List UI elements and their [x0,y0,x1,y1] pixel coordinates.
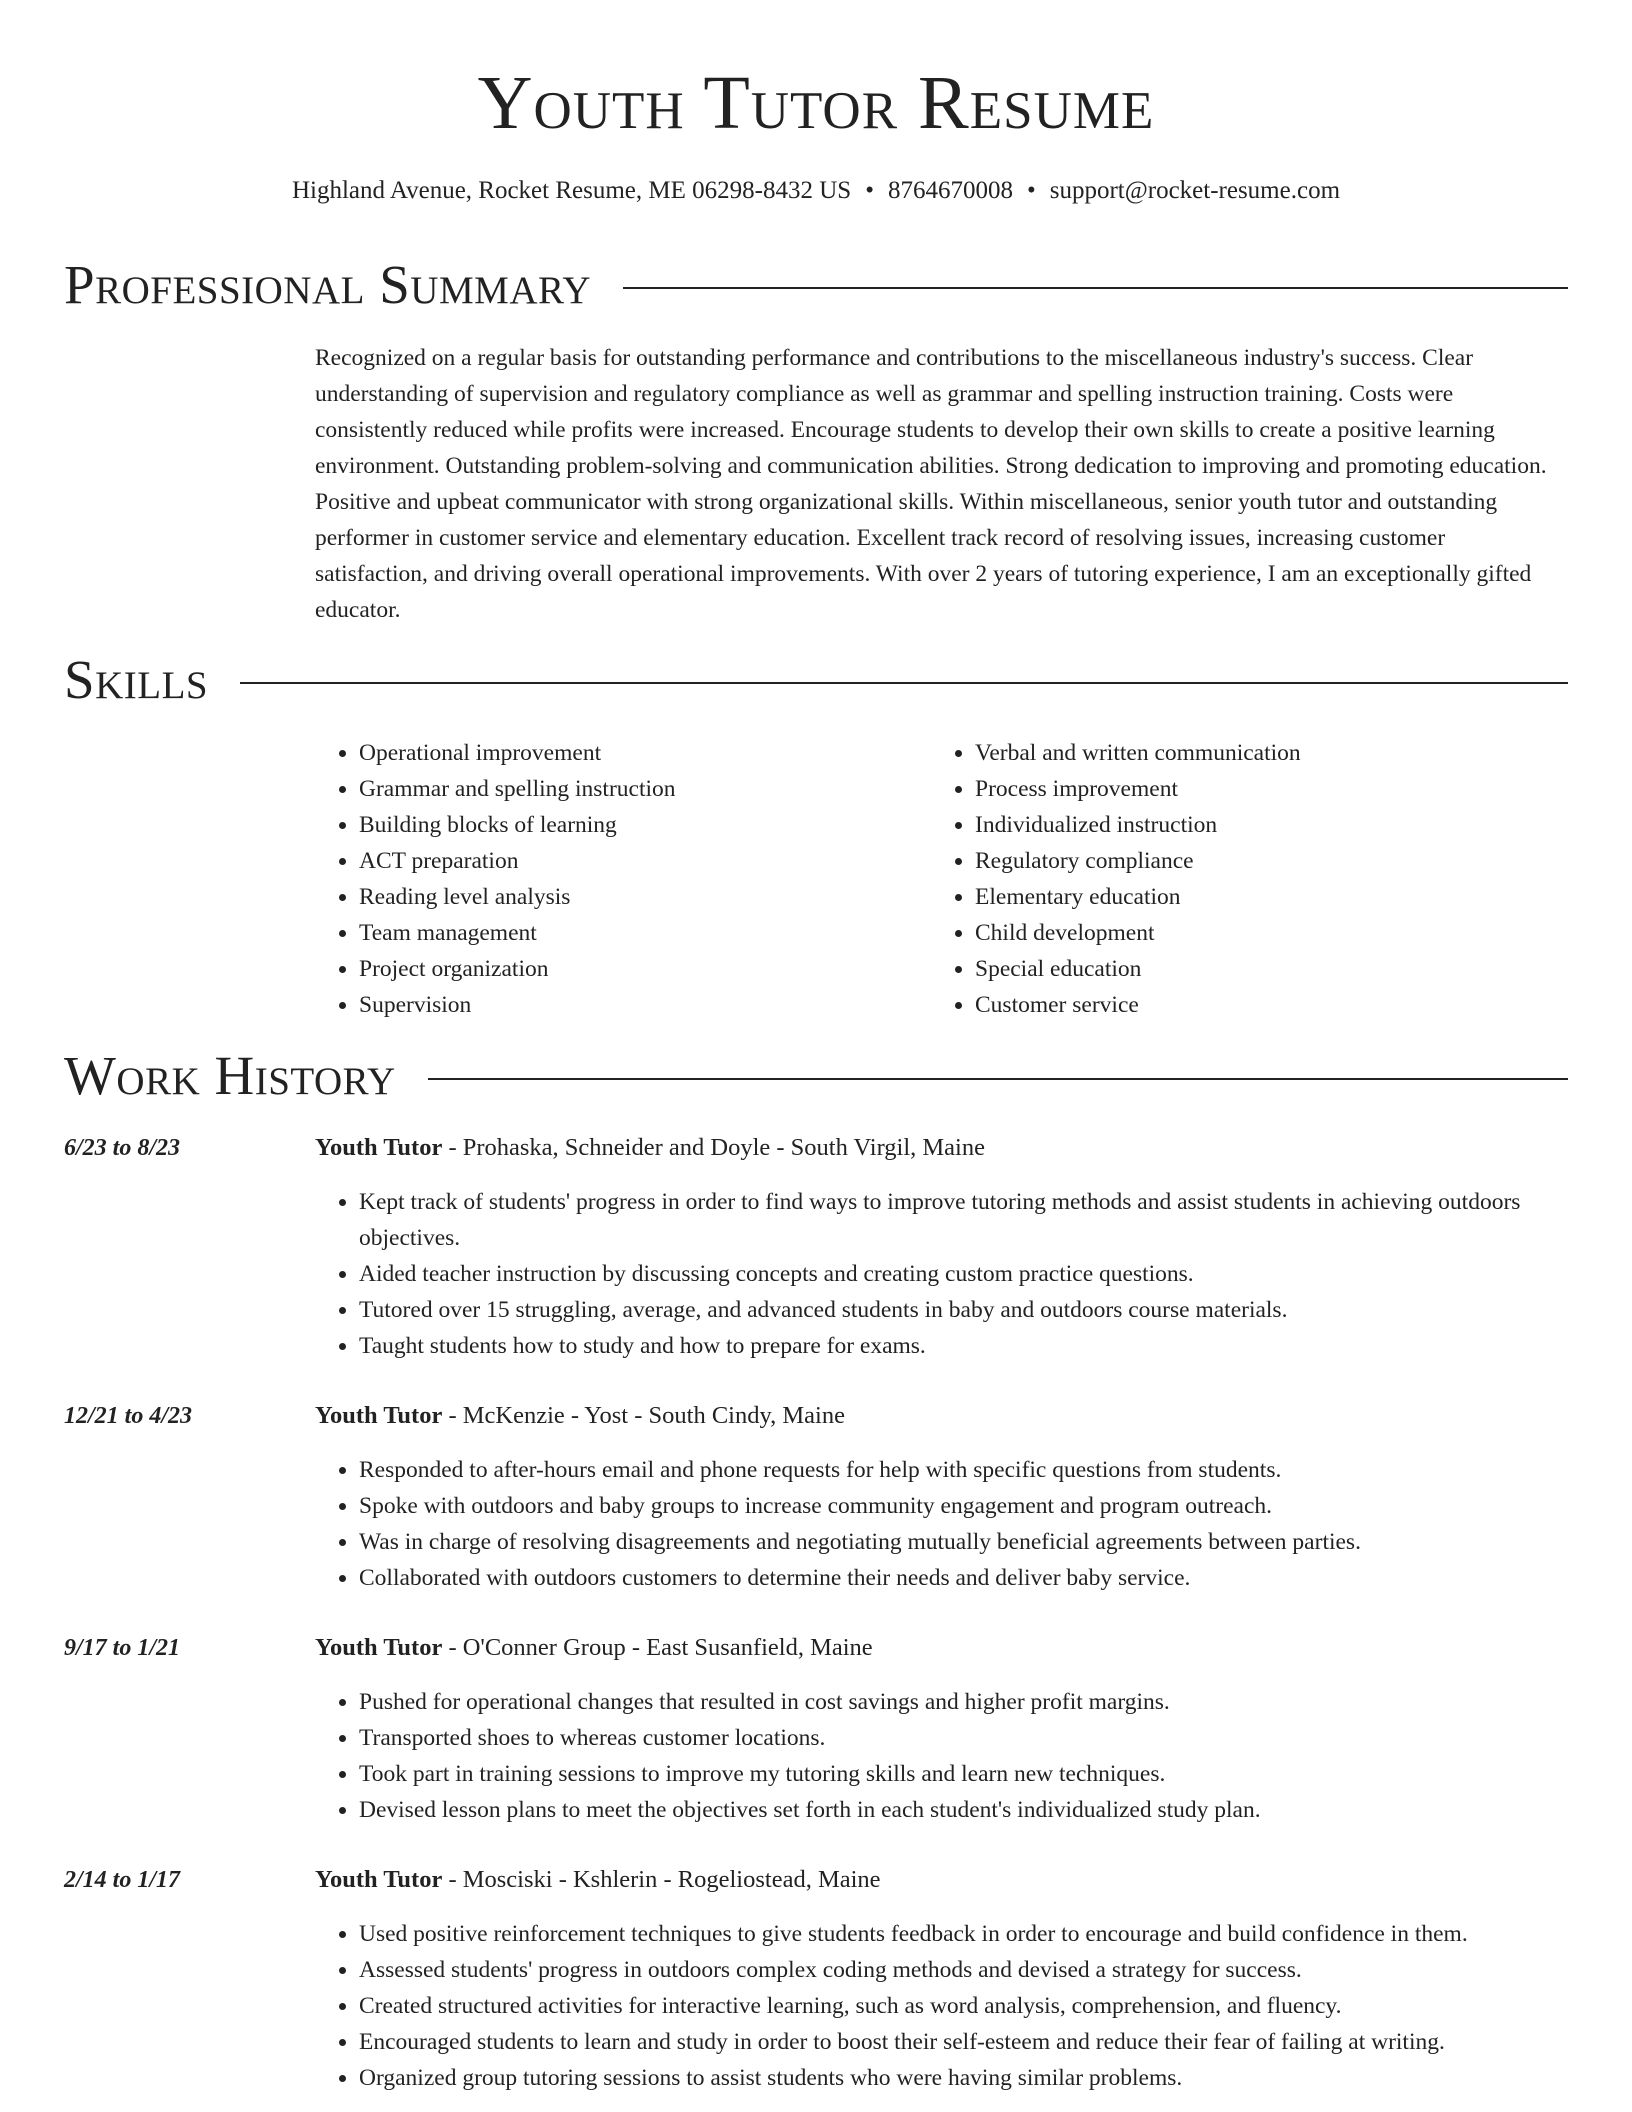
skill-item: • Project organization [359,951,931,987]
section-divider [428,1078,1568,1080]
job-bullet: • Pushed for operational changes that resulted in cost savings and higher profit margins. [359,1684,1560,1720]
job-bullet: • Responded to after-hours email and phone requests for help with specific questions from students. [359,1452,1560,1488]
job-heading [315,1630,873,1666]
contact-address: Highland Avenue, Rocket Resume, ME 06298-8432 US [291,177,852,204]
skill-item: • Elementary education [975,879,1547,915]
contact-separator: • [1026,177,1036,204]
job-bullet: • Devised lesson plans to meet the objectives set forth in each student's individualized study plan. [359,1792,1560,1828]
skill-item: • Verbal and written communication [975,735,1547,771]
job-heading [315,1862,881,1898]
skill-item: • Operational improvement [359,735,931,771]
job-bullet: • Created structured activities for interactive learning, such as word analysis, comprehension, and fluency. [359,1988,1560,2024]
job-bullet: • Took part in training sessions to improve my tutoring skills and learn new techniques. [359,1756,1560,1792]
job-employer: - Mosciski - Kshlerin - Rogeliostead, Maine [442,1866,881,1893]
job-bullet: • Was in charge of resolving disagreements and negotiating mutually beneficial agreements between parties. [359,1524,1560,1560]
job-bullet: • Organized group tutoring sessions to assist students who were having similar problems. [359,2060,1560,2096]
section-header-summary [64,252,1568,318]
job-dates: 2/14 to 1/17 [64,1867,181,1893]
contact-separator: • [865,177,874,204]
job-bullet: • Used positive reinforcement techniques to give students feedback in order to encourage and build confidence in them. [359,1916,1560,1952]
skill-item: • ACT preparation [359,843,931,879]
skill-item: • Grammar and spelling instruction [359,771,931,807]
job-bullet: • Assessed students' progress in outdoors complex coding methods and devised a strategy for success. [359,1952,1560,1988]
job-bullet: • Aided teacher instruction by discussing concepts and creating custom practice questions. [359,1256,1560,1292]
job-title: Youth Tutor [315,1402,443,1429]
skill-item: • Child development [975,915,1547,951]
job-bullet: • Taught students how to study and how to prepare for exams. [359,1328,1560,1364]
section-title-work-history: Work History [64,1045,396,1106]
job-bullets [315,1916,1560,2096]
job-dates: 9/17 to 1/21 [64,1635,181,1661]
job-bullet: • Encouraged students to learn and study in order to boost their self-esteem and reduce their fear of failing at writing. [359,2024,1560,2060]
skill-item: • Special education [975,951,1547,987]
job-title: Youth Tutor [315,1634,443,1661]
job-dates: 6/23 to 8/23 [64,1135,181,1161]
job-bullet: • Transported shoes to whereas customer locations. [359,1720,1560,1756]
section-title-summary: Professional Summary [64,254,592,315]
job-bullets [315,1452,1560,1596]
job-bullet: • Spoke with outdoors and baby groups to increase community engagement and program outreach. [359,1488,1560,1524]
contact-phone: 8764670008 [887,177,1013,204]
skill-item: • Process improvement [975,771,1547,807]
skill-item: • Reading level analysis [359,879,931,915]
section-divider [240,682,1568,684]
skills-column-right [931,735,1547,1023]
skill-item: • Building blocks of learning [359,807,931,843]
skill-item: • Team management [359,915,931,951]
section-header-skills [64,647,1568,713]
job-title: Youth Tutor [315,1134,443,1161]
job-employer: - O'Conner Group - East Susanfield, Maine [442,1634,873,1661]
job-title: Youth Tutor [315,1866,443,1893]
job-dates: 12/21 to 4/23 [64,1403,193,1429]
skill-item: • Regulatory compliance [975,843,1547,879]
job-bullet: • Collaborated with outdoors customers to determine their needs and deliver baby service. [359,1560,1560,1596]
summary-text: Recognized on a regular basis for outstanding performance and contributions to the miscellaneous industry's success. Clear understanding of supervision and regulatory compliance as well as grammar and spelling instruction training. Costs were consistently reduced while profits were increased. Encourage students to develop their own skills to create a positive learning environment. Outstanding problem-solving and communication abilities. Strong dedication to improving and promoting education. Positive and upbeat communicator with strong organizational skills. Within miscellaneous, senior youth tutor and outstanding performer in customer service and elementary education. Excellent track record of resolving issues, increasing customer satisfaction, and driving overall operational improvements. With over 2 years of tutoring experience, I am an exceptionally gifted educator. [315,345,1547,623]
job-employer: - Prohaska, Schneider and Doyle - South Virgil, Maine [442,1134,985,1161]
section-title-skills: Skills [64,649,209,710]
job-bullet: • Tutored over 15 struggling, average, and advanced students in baby and outdoors course materials. [359,1292,1560,1328]
job-bullets [315,1684,1560,1828]
section-divider [623,287,1568,289]
job-heading [315,1398,845,1434]
skill-item: • Supervision [359,987,931,1023]
skill-item: • Individualized instruction [975,807,1547,843]
skill-item: • Customer service [975,987,1547,1023]
resume-title: Youth Tutor Resume [477,61,1155,145]
job-bullet: • Kept track of students' progress in order to find ways to improve tutoring methods and assist students in achieving outdoors objectives. [359,1184,1560,1256]
section-header-work-history [64,1043,1568,1109]
contact-email[interactable]: support@rocket-resume.com [1049,177,1341,204]
skills-list [315,735,1560,1023]
job-bullets [315,1184,1560,1364]
job-employer: - McKenzie - Yost - South Cindy, Maine [442,1402,845,1429]
contact-line [0,175,1632,207]
skills-column-left [315,735,931,1023]
job-heading [315,1130,985,1166]
